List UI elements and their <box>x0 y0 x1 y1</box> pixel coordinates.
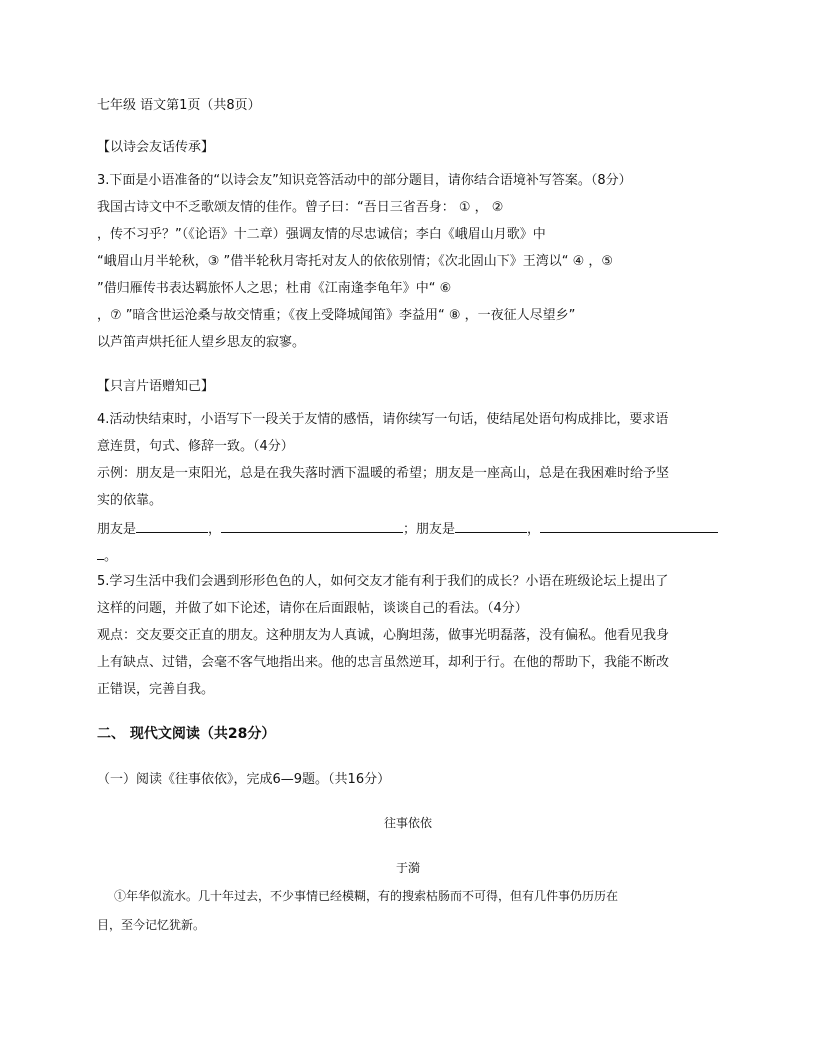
reading-sub-heading: （一）阅读《往事依依》，完成6—9题。（共16分） <box>97 772 391 787</box>
fill-comma: ， <box>527 522 541 537</box>
answer-blank-4[interactable] <box>540 519 718 533</box>
article-author: 于漪 <box>395 861 420 875</box>
answer-blank-2[interactable] <box>221 519 403 533</box>
question-3-line: ，传不习乎？”（《论语》十二章）强调友情的尽忠诚信；李白《峨眉山月歌》中 <box>97 227 546 242</box>
question-4-line: 4.活动快结束时，小语写下一段关于友情的感悟，请你续写一句话，使结尾处语句构成排比，要求语 <box>97 412 669 427</box>
question-3-line: ，⑦ ”暗含世运沧桑与故交情重；《夜上受降城闻笛》李益用“ ⑧ ，一夜征人尽望乡” <box>97 308 576 323</box>
question-4-example-line: 示例：朋友是一束阳光，总是在我失落时洒下温暖的希望；朋友是一座高山，总是在我困难时给予坚 <box>97 466 670 481</box>
page-info: 七年级 语文第1页（共8页） <box>97 98 261 113</box>
article-paragraph-line: 目，至今记忆犹新。 <box>97 918 206 932</box>
section-heading-words: 【只言片语赠知己】 <box>97 379 215 394</box>
question-4-answer-end <box>97 546 727 566</box>
question-3-line: 我国古诗文中不乏歌颂友情的佳作。曾子曰：“吾日三省吾身： ① ， ② <box>97 200 504 215</box>
question-3-line: 以芦笛声烘托征人望乡思友的寂寥。 <box>97 335 306 350</box>
fill-period: 。 <box>104 549 118 564</box>
fill-prefix: 朋友是 <box>97 522 137 537</box>
question-3-line: “峨眉山月半轮秋，③ ”借半轮秋月寄托对友人的依依别情；《次北固山下》王湾以“ ④ ，⑤ <box>97 254 614 269</box>
question-5-viewpoint-line: 正错误，完善自我。 <box>97 682 215 697</box>
section-heading-reading: 二、 现代文阅读（共28分） <box>97 726 276 742</box>
question-5-viewpoint-line: 观点：交友要交正直的朋友。这种朋友为人真诚，心胸坦荡，做事光明磊落，没有偏私。他看见我身 <box>97 628 670 643</box>
question-3-line: 3.下面是小语准备的“以诗会友”知识竞答活动中的部分题目，请你结合语境补写答案。（8分） <box>97 173 632 188</box>
article-paragraph-line: ①年华似流水。几十年过去，不少事情已经模糊，有的搜索枯肠而不可得，但有几件事仍历历在 <box>114 889 619 903</box>
fill-semicolon: ；朋友是 <box>403 522 456 537</box>
question-5-line: 这样的问题，并做了如下论述，请你在后面跟帖，谈谈自己的看法。（4分） <box>97 601 528 616</box>
answer-blank-5[interactable] <box>97 546 104 560</box>
question-5-line: 5.学习生活中我们会遇到形形色色的人，如何交友才能有利于我们的成长？小语在班级论坛上提出了 <box>97 574 669 589</box>
answer-blank-1[interactable] <box>136 519 208 533</box>
question-4-example-line: 实的依靠。 <box>97 493 163 508</box>
answer-blank-3[interactable] <box>455 519 527 533</box>
question-4-line: 意连贯，句式、修辞一致。（4分） <box>97 439 294 454</box>
question-3-line: ”借归雁传书表达羁旅怀人之思；杜甫《江南逢李龟年》中“ ⑥ <box>97 281 452 296</box>
question-5-viewpoint-line: 上有缺点、过错，会毫不客气地指出来。他的忠言虽然逆耳，却利于行。在他的帮助下，我能不断改 <box>97 655 670 670</box>
article-title: 往事依依 <box>383 816 432 830</box>
fill-comma: ， <box>208 522 222 537</box>
section-heading-poem: 【以诗会友话传承】 <box>97 140 215 155</box>
question-4-answer-line <box>97 519 727 539</box>
